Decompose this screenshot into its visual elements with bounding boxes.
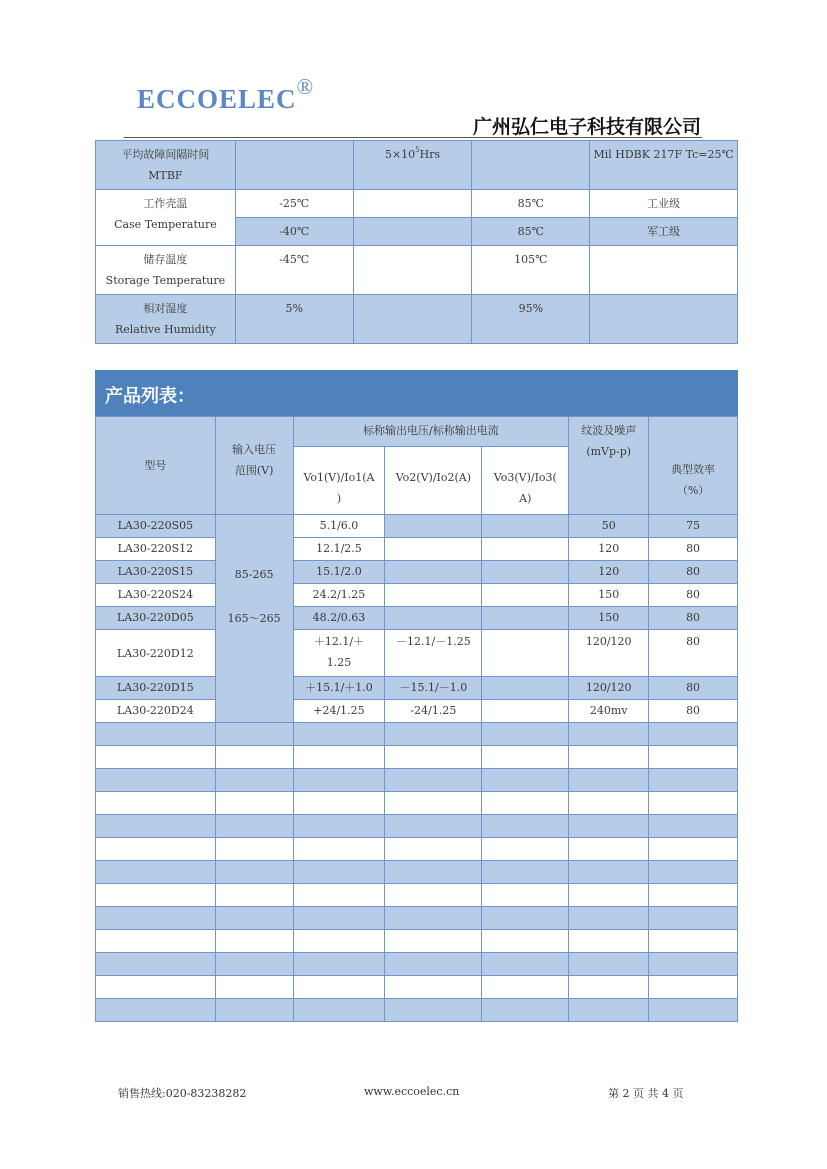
empty-cell [385,723,482,746]
empty-cell [385,838,482,861]
vo2-cell: －15.1/－1.0 [385,677,482,700]
empty-cell [482,723,569,746]
model-cell: LA30-220S15 [96,561,216,584]
header-vo2: Vo2(V)/Io2(A) [385,447,482,515]
header-ripple: 纹波及噪声 (mVp-p) [569,417,649,515]
empty-cell [649,861,738,884]
empty-cell [569,746,649,769]
empty-cell [649,746,738,769]
product-header-row [96,417,738,447]
spec-note: Mil HDBK 217F Tc=25℃ [590,141,738,190]
empty-table-row [96,838,738,861]
product-row [96,607,738,630]
model-cell: LA30-220D05 [96,607,216,630]
vo1-cell: 24.2/1.25 [293,584,385,607]
empty-cell [215,884,293,907]
empty-cell [569,861,649,884]
company-name: 广州弘仁电子科技有限公司 [472,116,701,138]
empty-cell [569,769,649,792]
spec-min: 5% [235,295,353,344]
empty-cell [649,792,738,815]
efficiency-cell: 75 [649,515,738,538]
empty-cell [482,930,569,953]
spec-max: 105℃ [472,246,590,295]
vo2-cell [385,607,482,630]
empty-cell [482,861,569,884]
spec-label: 平均故障间隔时间 MTBF [96,141,236,190]
empty-cell [569,930,649,953]
product-table [95,416,738,1022]
empty-cell [385,884,482,907]
product-row [96,538,738,561]
empty-cell [482,815,569,838]
empty-cell [293,815,385,838]
registered-mark: ® [296,74,315,99]
header-output-group: 标称输出电压/标称输出电流 [293,417,569,447]
spec-note: 工业级 [590,190,738,218]
empty-cell [482,746,569,769]
empty-cell [569,907,649,930]
empty-cell [569,884,649,907]
empty-cell [649,884,738,907]
empty-cell [385,999,482,1022]
model-cell: LA30-220D15 [96,677,216,700]
empty-cell [293,976,385,999]
spec-min [235,141,353,190]
empty-table-row [96,907,738,930]
empty-rows [96,723,738,1022]
vo1-cell: 48.2/0.63 [293,607,385,630]
empty-cell [215,815,293,838]
empty-table-row [96,815,738,838]
spec-min: -45℃ [235,246,353,295]
vo1-cell: +24/1.25 [293,700,385,723]
empty-cell [385,861,482,884]
empty-cell [385,769,482,792]
empty-cell [215,953,293,976]
model-cell: LA30-220D24 [96,700,216,723]
efficiency-cell: 80 [649,561,738,584]
empty-cell [569,838,649,861]
empty-table-row [96,999,738,1022]
empty-table-row [96,976,738,999]
empty-cell [215,930,293,953]
empty-cell [215,769,293,792]
vo3-cell [482,700,569,723]
empty-cell [385,976,482,999]
empty-cell [293,884,385,907]
vo3-cell [482,677,569,700]
product-list-title: 产品列表： [95,370,738,416]
empty-cell [96,884,216,907]
empty-cell [215,999,293,1022]
empty-cell [482,769,569,792]
empty-cell [482,907,569,930]
empty-cell [293,907,385,930]
spec-row-mtbf [96,141,738,190]
model-cell: LA30-220S05 [96,515,216,538]
sales-hotline: 销售热线:020-83238282 [118,1087,247,1100]
empty-cell [385,746,482,769]
empty-cell [649,953,738,976]
empty-cell [96,723,216,746]
model-cell: LA30-220S12 [96,538,216,561]
spec-table [95,140,738,344]
empty-table-row [96,953,738,976]
vo1-cell: 15.1/2.0 [293,561,385,584]
empty-table-row [96,746,738,769]
empty-cell [293,930,385,953]
spec-label: 相对湿度 Relative Humidity [96,295,236,344]
header-efficiency: 典型效率 （%） [649,417,738,515]
empty-cell [293,769,385,792]
empty-cell [569,999,649,1022]
empty-cell [96,930,216,953]
vo3-cell [482,584,569,607]
spec-typ [353,246,472,295]
product-row [96,677,738,700]
empty-table-row [96,861,738,884]
empty-cell [649,907,738,930]
vo1-cell: 5.1/6.0 [293,515,385,538]
empty-cell [96,861,216,884]
ripple-cell: 120/120 [569,677,649,700]
empty-cell [96,792,216,815]
spec-min: -25℃ [235,190,353,218]
empty-cell [569,953,649,976]
empty-cell [293,838,385,861]
empty-cell [96,838,216,861]
empty-cell [482,838,569,861]
empty-cell [215,746,293,769]
spec-max: 95% [472,295,590,344]
vo3-cell [482,538,569,561]
website-link[interactable]: www.eccoelec.cn [364,1085,460,1098]
empty-cell [482,976,569,999]
header-vo3: Vo3(V)/Io3( A) [482,447,569,515]
efficiency-cell: 80 [649,538,738,561]
empty-cell [96,976,216,999]
ripple-cell: 120/120 [569,630,649,677]
vo2-cell [385,561,482,584]
ripple-cell: 120 [569,561,649,584]
vo3-cell [482,515,569,538]
empty-cell [482,792,569,815]
spec-typ [353,190,472,218]
spec-label: 工作壳温 Case Temperature [96,190,236,246]
spec-row-humidity [96,295,738,344]
empty-cell [215,723,293,746]
empty-cell [293,792,385,815]
vo2-cell: －12.1/－1.25 [385,630,482,677]
empty-cell [569,815,649,838]
empty-cell [293,999,385,1022]
vo1-cell: ＋15.1/＋1.0 [293,677,385,700]
empty-cell [649,976,738,999]
ripple-cell: 150 [569,584,649,607]
empty-cell [649,769,738,792]
empty-cell [293,861,385,884]
empty-cell [649,838,738,861]
empty-cell [215,838,293,861]
spec-max: 85℃ [472,190,590,218]
efficiency-cell: 80 [649,630,738,677]
empty-cell [569,976,649,999]
product-row [96,700,738,723]
header-divider [124,137,702,138]
product-row [96,584,738,607]
spec-note [590,246,738,295]
header-input: 输入电压 范围(V) [215,417,293,515]
empty-table-row [96,792,738,815]
empty-cell [96,953,216,976]
product-row [96,515,738,538]
empty-cell [293,723,385,746]
efficiency-cell: 80 [649,607,738,630]
empty-cell [385,907,482,930]
spec-typ: $5\times 10^5Hrs$ [353,141,472,190]
vo2-cell [385,584,482,607]
empty-cell [215,792,293,815]
empty-cell [96,769,216,792]
vo1-cell: 12.1/2.5 [293,538,385,561]
spec-note: 军工级 [590,218,738,246]
empty-cell [96,746,216,769]
empty-cell [385,815,482,838]
vo2-cell: -24/1.25 [385,700,482,723]
empty-cell [482,884,569,907]
logo-text: ECCOELEC [137,84,297,114]
spec-note [590,295,738,344]
spec-row-storage-temp [96,246,738,295]
empty-table-row [96,723,738,746]
empty-cell [96,907,216,930]
page-number: 第 2 页 共 4 页 [608,1087,684,1100]
spec-row-case-temp [96,190,738,218]
vo2-cell [385,538,482,561]
spec-typ [353,295,472,344]
efficiency-cell: 80 [649,584,738,607]
empty-cell [482,999,569,1022]
empty-table-row [96,769,738,792]
empty-cell [293,746,385,769]
empty-cell [293,953,385,976]
model-cell: LA30-220S24 [96,584,216,607]
model-cell: LA30-220D12 [96,630,216,677]
spec-typ [353,218,472,246]
empty-cell [482,953,569,976]
input-range-cell: 85-265 165～265 [215,515,293,723]
vo3-cell [482,630,569,677]
ripple-cell: 240mv [569,700,649,723]
empty-table-row [96,930,738,953]
empty-cell [649,723,738,746]
vo2-cell [385,515,482,538]
empty-cell [215,907,293,930]
empty-cell [215,976,293,999]
empty-cell [649,815,738,838]
spec-max: 85℃ [472,218,590,246]
vo1-cell: ＋12.1/＋ 1.25 [293,630,385,677]
spec-label: 储存温度 Storage Temperature [96,246,236,295]
empty-cell [385,953,482,976]
efficiency-cell: 80 [649,677,738,700]
company-logo [137,74,315,115]
empty-cell [569,792,649,815]
empty-cell [649,999,738,1022]
empty-cell [96,999,216,1022]
spec-min: -40℃ [235,218,353,246]
efficiency-cell: 80 [649,700,738,723]
ripple-cell: 150 [569,607,649,630]
empty-cell [96,815,216,838]
vo3-cell [482,561,569,584]
empty-cell [649,930,738,953]
empty-cell [385,930,482,953]
header-model: 型号 [96,417,216,515]
vo3-cell [482,607,569,630]
ripple-cell: 120 [569,538,649,561]
header-vo1: Vo1(V)/Io1(A ) [293,447,385,515]
ripple-cell: 50 [569,515,649,538]
empty-cell [215,861,293,884]
spec-max [472,141,590,190]
empty-table-row [96,884,738,907]
product-row [96,630,738,677]
empty-cell [385,792,482,815]
product-row [96,561,738,584]
empty-cell [569,723,649,746]
